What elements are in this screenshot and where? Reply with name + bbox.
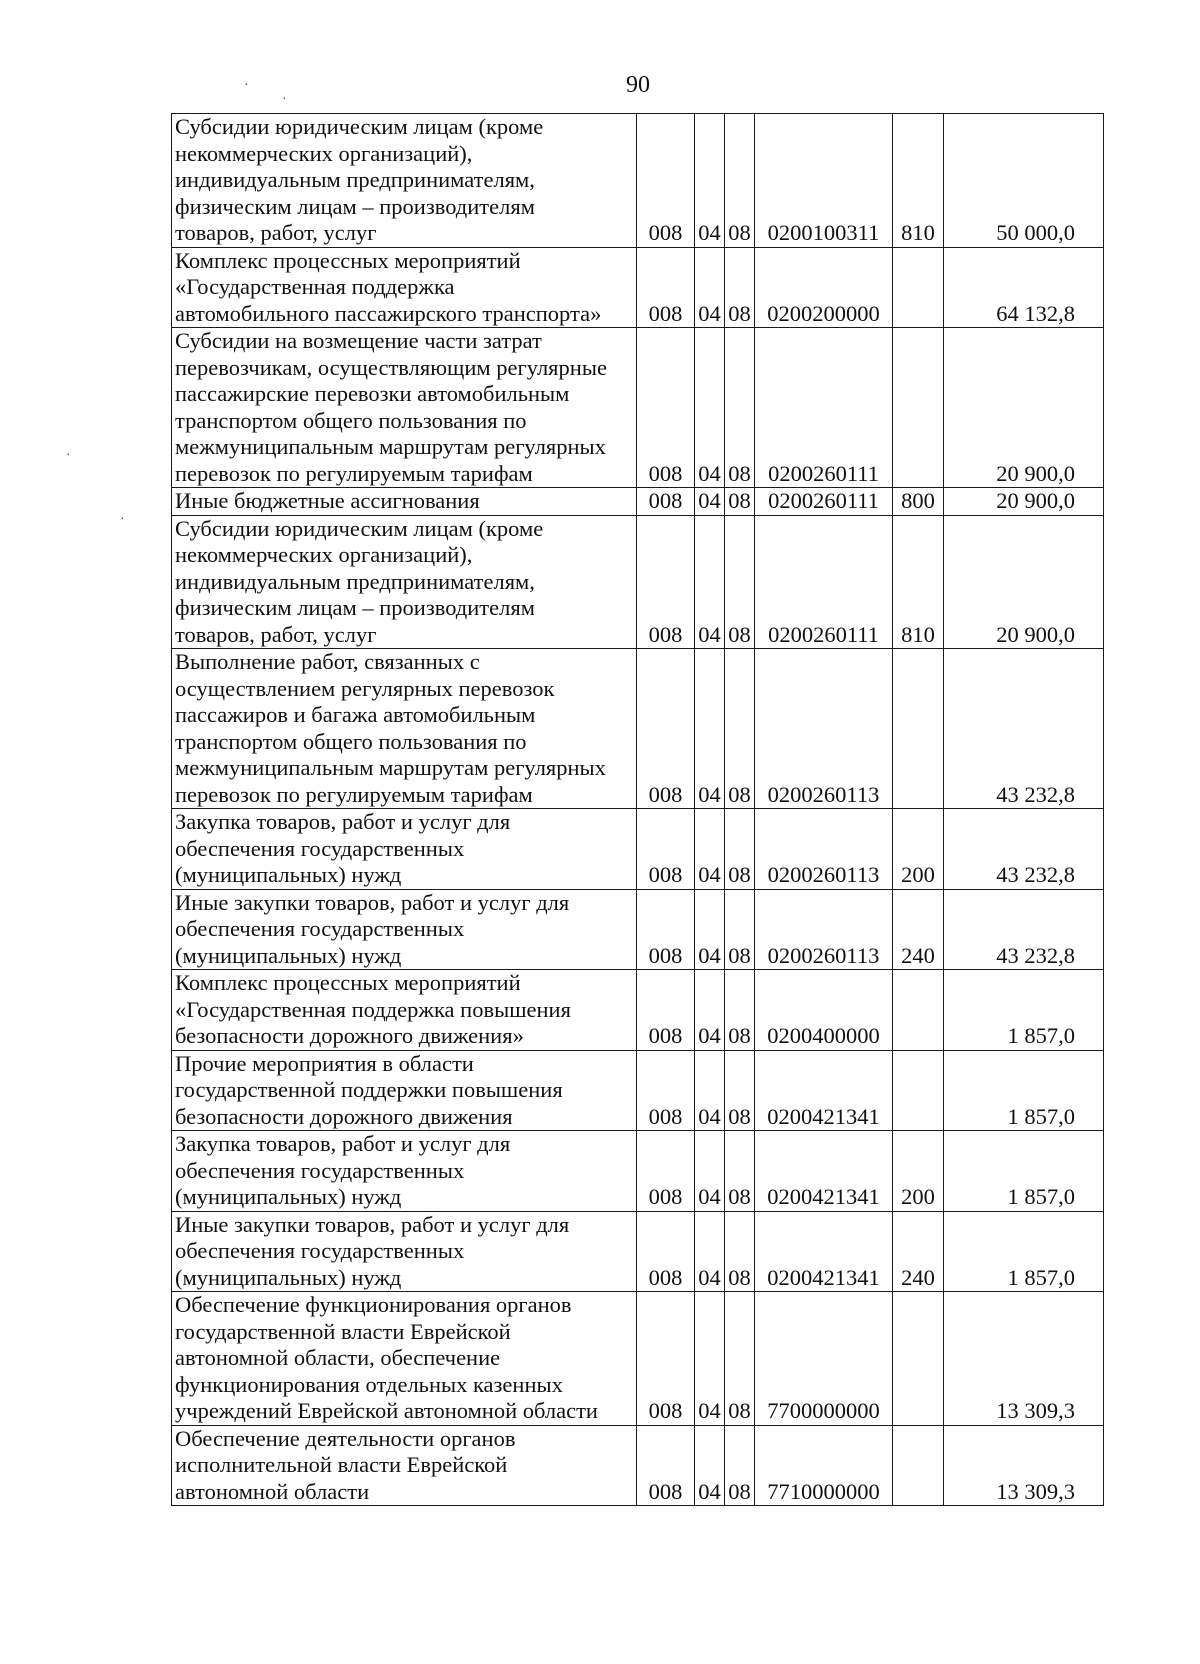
row-name-line: транспортом общего пользования по — [175, 407, 527, 433]
expense-type-code: 240 — [893, 889, 944, 970]
ministry-code: 008 — [637, 1131, 695, 1212]
row-name — [172, 889, 637, 970]
section-code: 04 — [695, 328, 725, 488]
row-name-line: Обеспечение функционирования органов — [175, 1292, 572, 1317]
subsection-code: 08 — [725, 1211, 755, 1292]
ministry-code: 008 — [637, 114, 695, 248]
target-code: 0200260113 — [755, 809, 893, 890]
target-code: 7710000000 — [755, 1425, 893, 1506]
subsection-code: 08 — [725, 247, 755, 328]
table-body — [172, 114, 1104, 1506]
row-name-line: (муниципальных) нужд — [175, 942, 402, 968]
row-name-line: автомобильного пассажирского транспорта» — [175, 300, 602, 326]
table-row — [172, 114, 1104, 248]
row-name-line: пассажирские перевозки автомобильным — [175, 381, 570, 406]
row-name-line: некоммерческих организаций), — [175, 140, 473, 166]
row-name-line: Иные бюджетные ассигнования — [175, 488, 480, 513]
row-name-line: Субсидии юридическим лицам (кроме — [175, 114, 544, 139]
subsection-code: 08 — [725, 649, 755, 809]
ministry-code: 008 — [637, 488, 695, 516]
table-row — [172, 649, 1104, 809]
subsection-code: 08 — [725, 328, 755, 488]
ministry-code: 008 — [637, 649, 695, 809]
amount: 1 857,0 — [944, 1211, 1104, 1292]
expense-type-code: 240 — [893, 1211, 944, 1292]
target-code: 0200200000 — [755, 247, 893, 328]
ministry-code: 008 — [637, 889, 695, 970]
row-name-line: государственной поддержки повышения — [175, 1077, 563, 1102]
subsection-code: 08 — [725, 1131, 755, 1212]
subsection-code: 08 — [725, 1425, 755, 1506]
row-name-line: обеспечения государственных — [175, 916, 465, 941]
table-row — [172, 328, 1104, 488]
target-code: 0200260113 — [755, 889, 893, 970]
ministry-code: 008 — [637, 809, 695, 890]
row-name-line: Прочие мероприятия в области — [175, 1050, 474, 1076]
row-name-line: межмуниципальным маршрутам регулярных — [175, 434, 606, 459]
row-name-line: автономной области — [175, 1478, 370, 1504]
row-name — [172, 809, 637, 890]
table-row — [172, 1211, 1104, 1292]
subsection-code: 08 — [725, 1050, 755, 1131]
table-row — [172, 247, 1104, 328]
target-code: 0200421341 — [755, 1131, 893, 1212]
row-name-line: Субсидии на возмещение части затрат — [175, 328, 542, 353]
row-name-line: перевозчикам, осуществляющим регулярные — [175, 354, 607, 380]
row-name-line: перевозок по регулируемым тарифам — [175, 781, 533, 807]
row-name-line: транспортом общего пользования по — [175, 728, 527, 754]
row-name-line: товаров, работ, услуг — [175, 220, 377, 245]
section-code: 04 — [695, 515, 725, 649]
row-name — [172, 515, 637, 649]
row-name-line: пассажиров и багажа автомобильным — [175, 702, 536, 727]
row-name-line: Иные закупки товаров, работ и услуг для — [175, 889, 570, 915]
row-name — [172, 328, 637, 488]
amount: 20 900,0 — [944, 488, 1104, 516]
row-name-line: функционирования отдельных казенных — [175, 1371, 563, 1397]
table-row — [172, 1050, 1104, 1131]
row-name — [172, 649, 637, 809]
amount: 20 900,0 — [944, 515, 1104, 649]
table-row — [172, 1425, 1104, 1506]
row-name-line: товаров, работ, услуг — [175, 621, 377, 647]
expense-type-code — [893, 247, 944, 328]
target-code: 0200421341 — [755, 1050, 893, 1131]
amount: 43 232,8 — [944, 889, 1104, 970]
target-code: 7700000000 — [755, 1292, 893, 1426]
row-name-line: Иные закупки товаров, работ и услуг для — [175, 1211, 570, 1237]
amount: 13 309,3 — [944, 1292, 1104, 1426]
expense-type-code: 800 — [893, 488, 944, 516]
row-name-line: осуществлением регулярных перевозок — [175, 675, 555, 701]
row-name-line: Выполнение работ, связанных с — [175, 649, 480, 674]
section-code: 04 — [695, 247, 725, 328]
row-name-line: (муниципальных) нужд — [175, 1264, 402, 1290]
row-name-line: безопасности дорожного движения — [175, 1103, 513, 1129]
table-row — [172, 1131, 1104, 1212]
expense-type-code — [893, 328, 944, 488]
section-code: 04 — [695, 970, 725, 1051]
target-code: 0200400000 — [755, 970, 893, 1051]
ministry-code: 008 — [637, 515, 695, 649]
ministry-code: 008 — [637, 328, 695, 488]
scan-speck: · — [120, 512, 125, 527]
row-name-line: безопасности дорожного движения» — [175, 1023, 524, 1048]
row-name-line: межмуниципальным маршрутам регулярных — [175, 755, 606, 780]
target-code: 0200100311 — [755, 114, 893, 248]
expense-type-code: 810 — [893, 114, 944, 248]
target-code: 0200260111 — [755, 488, 893, 516]
row-name-line: обеспечения государственных — [175, 1238, 465, 1263]
amount: 20 900,0 — [944, 328, 1104, 488]
section-code: 04 — [695, 1050, 725, 1131]
target-code: 0200421341 — [755, 1211, 893, 1292]
row-name-line: обеспечения государственных — [175, 1157, 465, 1183]
subsection-code: 08 — [725, 488, 755, 516]
row-name — [172, 1292, 637, 1426]
row-name — [172, 488, 637, 516]
subsection-code: 08 — [725, 515, 755, 649]
expense-type-code — [893, 1050, 944, 1131]
table-row — [172, 1292, 1104, 1426]
expense-type-code: 810 — [893, 515, 944, 649]
row-name-line: исполнительной власти Еврейской — [175, 1452, 508, 1477]
table-row — [172, 889, 1104, 970]
ministry-code: 008 — [637, 247, 695, 328]
row-name-line: Комплекс процессных мероприятий — [175, 970, 521, 995]
amount: 1 857,0 — [944, 1131, 1104, 1212]
table-row — [172, 809, 1104, 890]
scan-speck: · — [282, 92, 287, 107]
row-name-line: (муниципальных) нужд — [175, 862, 402, 887]
amount: 50 000,0 — [944, 114, 1104, 248]
row-name-line: Закупка товаров, работ и услуг для — [175, 1131, 511, 1156]
row-name-line: Комплекс процессных мероприятий — [175, 247, 521, 273]
section-code: 04 — [695, 488, 725, 516]
row-name-line: государственной власти Еврейской — [175, 1318, 511, 1344]
expense-type-code: 200 — [893, 809, 944, 890]
row-name — [172, 970, 637, 1051]
scan-speck: · — [244, 78, 249, 93]
target-code: 0200260111 — [755, 515, 893, 649]
section-code: 04 — [695, 1131, 725, 1212]
row-name-line: автономной области, обеспечение — [175, 1345, 501, 1370]
table-row — [172, 488, 1104, 516]
page-number: 90 — [626, 72, 650, 98]
amount: 43 232,8 — [944, 809, 1104, 890]
row-name-line: Обеспечение деятельности органов — [175, 1425, 516, 1451]
amount: 64 132,8 — [944, 247, 1104, 328]
subsection-code: 08 — [725, 809, 755, 890]
subsection-code: 08 — [725, 114, 755, 248]
ministry-code: 008 — [637, 1425, 695, 1506]
scan-speck: · — [66, 448, 71, 463]
row-name — [172, 1211, 637, 1292]
row-name — [172, 1131, 637, 1212]
row-name-line: некоммерческих организаций), — [175, 542, 473, 567]
section-code: 04 — [695, 1425, 725, 1506]
row-name-line: «Государственная поддержка — [175, 274, 455, 299]
row-name-line: учреждений Еврейской автономной области — [175, 1398, 598, 1423]
ministry-code: 008 — [637, 1211, 695, 1292]
row-name-line: (муниципальных) нужд — [175, 1184, 402, 1209]
table-row — [172, 515, 1104, 649]
expense-type-code: 200 — [893, 1131, 944, 1212]
ministry-code: 008 — [637, 1050, 695, 1131]
row-name — [172, 247, 637, 328]
section-code: 04 — [695, 889, 725, 970]
row-name-line: обеспечения государственных — [175, 835, 465, 861]
amount: 43 232,8 — [944, 649, 1104, 809]
section-code: 04 — [695, 114, 725, 248]
subsection-code: 08 — [725, 970, 755, 1051]
ministry-code: 008 — [637, 1292, 695, 1426]
row-name-line: физическим лицам – производителям — [175, 595, 535, 620]
row-name — [172, 1425, 637, 1506]
row-name-line: «Государственная поддержка повышения — [175, 996, 571, 1022]
amount: 13 309,3 — [944, 1425, 1104, 1506]
section-code: 04 — [695, 649, 725, 809]
expense-type-code — [893, 1425, 944, 1506]
amount: 1 857,0 — [944, 970, 1104, 1051]
row-name-line: индивидуальным предпринимателям, — [175, 568, 535, 594]
section-code: 04 — [695, 1211, 725, 1292]
section-code: 04 — [695, 1292, 725, 1426]
section-code: 04 — [695, 809, 725, 890]
amount: 1 857,0 — [944, 1050, 1104, 1131]
ministry-code: 008 — [637, 970, 695, 1051]
row-name-line: перевозок по регулируемым тарифам — [175, 460, 533, 486]
row-name-line: Закупка товаров, работ и услуг для — [175, 809, 511, 834]
expense-type-code — [893, 649, 944, 809]
budget-table — [171, 113, 1104, 1506]
row-name-line: Субсидии юридическим лицам (кроме — [175, 515, 544, 541]
expense-type-code — [893, 970, 944, 1051]
expense-type-code — [893, 1292, 944, 1426]
row-name — [172, 1050, 637, 1131]
row-name — [172, 114, 637, 248]
row-name-line: физическим лицам – производителям — [175, 193, 535, 219]
subsection-code: 08 — [725, 889, 755, 970]
target-code: 0200260113 — [755, 649, 893, 809]
subsection-code: 08 — [725, 1292, 755, 1426]
row-name-line: индивидуальным предпринимателям, — [175, 167, 535, 192]
table-row — [172, 970, 1104, 1051]
target-code: 0200260111 — [755, 328, 893, 488]
